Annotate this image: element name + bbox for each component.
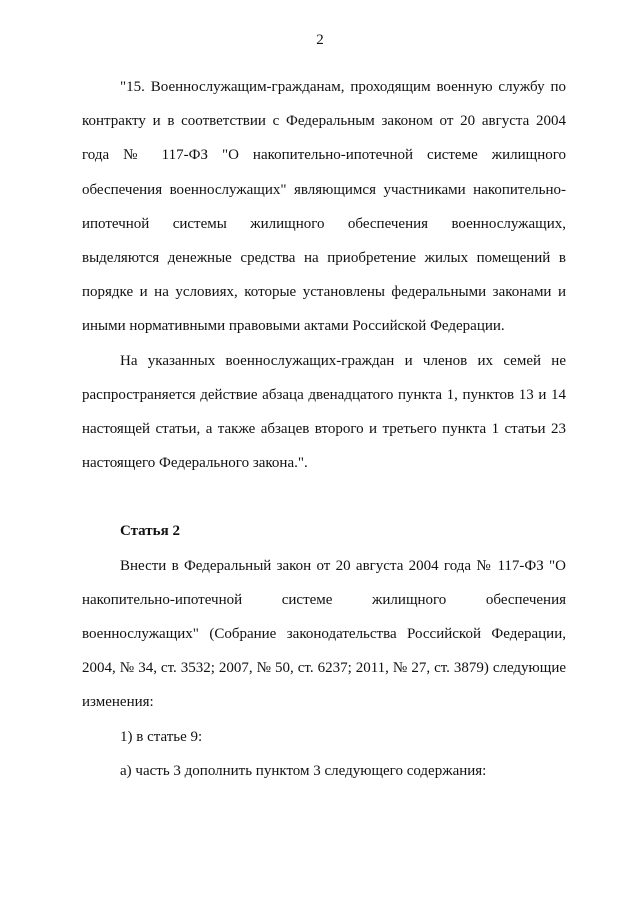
section-gap bbox=[82, 480, 566, 514]
paragraph-exclusion: На указанных военнослужащих-граждан и членов их семей не распространяется действие абзаца двенадцатого пункта 1, пунктов 13 и 14 настоящей статьи, а также абзацев второго и третьего пункта 1 статьи 23 настоящего Федерального закона.". bbox=[82, 352, 566, 472]
article-heading: Статья 2 bbox=[120, 523, 180, 540]
paragraph-subitem-a: а) часть 3 дополнить пунктом 3 следующего содержания: bbox=[120, 762, 487, 779]
paragraph-item-1: 1) в статье 9: bbox=[120, 728, 203, 745]
paragraph-clause-15: "15. Военнослужащим-гражданам, проходящим военную службу по контракту и в соответствии с Федеральным законом от 20 августа 2004 года № 117-ФЗ "О накопительно-ипотечной системе жилищного обеспечения военнослужащих" являющимся участниками накопительно-ипотечной системы жилищного обеспечения военнослужащих, выделяются денежные средства на приобретение жилых помещений в порядке и на условиях, которые установлены федеральными законами и иными нормативными правовыми актами Российской Федерации. bbox=[82, 79, 566, 335]
document-body bbox=[82, 70, 566, 788]
paragraph-amendment-intro: Внести в Федеральный закон от 20 августа 2004 года № 117-ФЗ "О накопительно-ипотечной системе жилищного обеспечения военнослужащих" (Собрание законодательства Российской Федерации, 2004, № 34, ст. 3532; 2007, № 50, ст. 6237; 2011, № 27, ст. 3879) следующие изменения: bbox=[82, 557, 566, 711]
page-number: 2 bbox=[316, 32, 324, 48]
